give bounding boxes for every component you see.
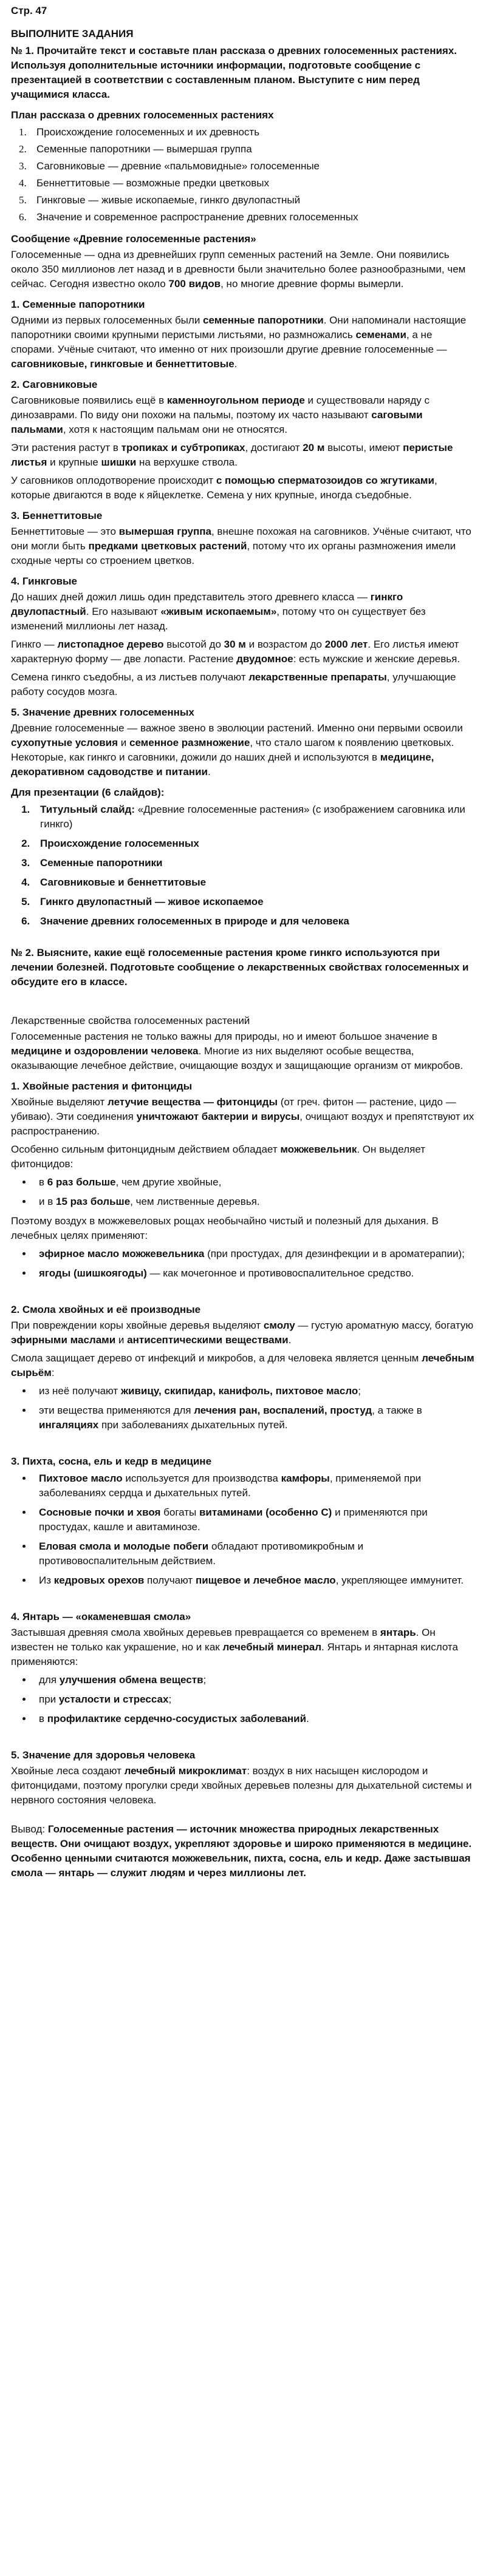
bold-text: можжевельник (280, 1144, 357, 1155)
text-run: . (234, 358, 238, 370)
bold-text: 700 видов (168, 278, 221, 290)
slide-item (33, 802, 475, 832)
bold-text: лекарственные препараты (248, 671, 387, 683)
bold-text: Голосеменные растения — источник множества природных лекарственных веществ. Они очищают воздух, укрепляют здоровье и широко применяются в медицине. Особенно ценными считаются можжевельник, пихта, сосна, ель и кедр. Даже застывшая смола — янтарь — служит людям и через миллионы лет. (11, 1823, 472, 1879)
bold-text: янтарь (380, 1627, 416, 1638)
bold-text: 30 м (224, 639, 246, 650)
bold-text: эфирное масло можжевельника (39, 1248, 205, 1259)
bullet-item (33, 1403, 475, 1432)
text-run: Хвойные выделяют (11, 1096, 108, 1108)
text-run: высоты, имеют (324, 442, 403, 453)
text-run: получают (144, 1574, 196, 1586)
text-run: эти вещества применяются для (39, 1405, 194, 1416)
text-run: . Янтарь и янтарная кислота применяются: (11, 1641, 458, 1667)
text-run: , потому что их органы размножения имели сходные черты со строением цветков. (11, 540, 456, 566)
bold-text: лечебный микроклимат (124, 1765, 247, 1777)
bold-text: летучие вещества — фитонциды (108, 1096, 278, 1108)
m1-paragraph-2 (11, 1142, 475, 1171)
text-run: Голосеменные растения не только важны для природы, но и имеют большое значение в (11, 1031, 437, 1042)
slide-title: Происхождение голосеменных (40, 838, 199, 849)
bold-text: семенные папоротники (203, 314, 324, 326)
text-run: Вывод: (11, 1823, 46, 1835)
slide-description: «Древние голосеменные растения» (с изображением саговника или гинкго) (40, 804, 465, 830)
slide-title: Гинкго двулопастный — живое ископаемое (40, 896, 264, 907)
bullet-item (33, 1247, 475, 1261)
section-heading: ВЫПОЛНИТЕ ЗАДАНИЯ (11, 28, 134, 39)
text-run: высотой до (163, 639, 224, 650)
text-run: для (39, 1674, 60, 1686)
bold-text: каменноугольном периоде (166, 395, 305, 406)
text-run: богаты (160, 1507, 199, 1518)
text-run: . Они напоминали настоящие папоротники своими крупными перистыми листьями, но размножались (11, 314, 467, 341)
bold-text: с помощью сперматозоидов со жгутиками (216, 475, 434, 486)
bold-text: листопадное дерево (57, 639, 164, 650)
med-title: Лекарственные свойства голосеменных растений (11, 1015, 250, 1026)
bold-text: усталости и стрессах (58, 1693, 169, 1705)
text-run: Голосеменные — одна из древнейших групп семенных растений на Земле. Они появились около 350 миллионов лет назад и в древности были значительно более разнообразными, чем сейчас. Сегодня известно около (11, 249, 466, 290)
bullet-item (33, 1573, 475, 1588)
text-run: . Многие из них выделяют особые вещества, оказывающие лечебное действие, очищающие воздух и защищающие организм от микробов. (11, 1045, 464, 1071)
plan-item: 4. Беннеттитовые — возможные предки цветковых (29, 176, 475, 191)
slide-title: Семенные папоротники (40, 857, 163, 869)
text-run: . Он выделяет фитонцидов: (11, 1144, 425, 1170)
slide-item (33, 856, 475, 870)
bold-text: гинкго двулопастный (11, 591, 403, 617)
bold-text: 15 раз больше (55, 1196, 131, 1207)
plan-item: 2. Семенные папоротники — вымершая группа (29, 142, 475, 157)
slide-title: Титульный слайд: (40, 804, 135, 815)
text-run: , применяемой при заболеваниях сердца и дыхательных путей. (39, 1473, 422, 1499)
text-run: Смола защищает дерево от инфекций и микробов, а для человека является ценным (11, 1352, 422, 1364)
page-label: Стр. 47 (11, 5, 47, 16)
bold-text: 2000 лет (324, 639, 368, 650)
text-run: и (118, 737, 129, 748)
s4-paragraph-1 (11, 590, 475, 634)
m1-paragraph-3: Поэтому воздух в можжевеловых рощах необычайно чистый и полезный для дыхания. В лечебных целях применяют: (11, 1215, 439, 1241)
text-run: и применяются при простудах, кашле и авитаминозе. (39, 1507, 428, 1533)
text-run: , потому что он существует без изменений миллионы лет назад. (11, 606, 426, 632)
slide-item (33, 914, 475, 929)
slide-item (33, 895, 475, 909)
text-run: . (288, 1334, 292, 1346)
bold-text: витаминами (особенно С) (199, 1507, 332, 1518)
bold-text: эфирными маслами (11, 1334, 116, 1346)
text-run: Одними из первых голосеменных были (11, 314, 204, 326)
text-run: при заболеваниях дыхательных путей. (98, 1419, 288, 1431)
text-run: в (39, 1176, 47, 1188)
text-run: При повреждении коры хвойные деревья выделяют (11, 1320, 264, 1331)
bold-text: перистые листья (11, 442, 453, 468)
text-run: и существовали наряду с динозаврами. По виду они похожи на пальмы, поэтому их часто называют (11, 395, 430, 421)
text-run: , чем лиственные деревья. (130, 1196, 260, 1207)
text-run: , достигают (245, 442, 303, 453)
m1-bullets-1 (11, 1175, 475, 1209)
text-run: обладают противомикробным и противовоспалительным действием. (39, 1541, 364, 1567)
m2-bullets (11, 1384, 475, 1432)
m1-paragraph-1 (11, 1095, 475, 1139)
s2-title: 2. Саговниковые (11, 379, 98, 390)
text-run: До наших дней дожил лишь один представитель этого древнего класса — (11, 591, 371, 603)
text-run: и в (39, 1196, 56, 1207)
bold-text: Пихтовое масло (39, 1473, 123, 1484)
plan-item: 6. Значение и современное распространение древних голосеменных (29, 210, 475, 225)
plan-title: План рассказа о древних голосеменных растениях (11, 109, 274, 121)
bullet-item (33, 1712, 475, 1726)
s2-paragraph-2 (11, 441, 475, 470)
conclusion (11, 1822, 475, 1880)
m4-title: 4. Янтарь — «окаменевшая смола» (11, 1611, 191, 1622)
bullet-item (33, 1195, 475, 1209)
bold-text: 6 раз больше (47, 1176, 116, 1188)
bold-text: ингаляциях (39, 1419, 99, 1431)
plan-item: 5. Гинкговые — живые ископаемые, гинкго двулопастный (29, 193, 475, 208)
slide-title: Значение древних голосеменных в природе и для человека (40, 915, 349, 927)
bold-text: лечебный минерал (222, 1641, 321, 1653)
text-run: , очищают воздух и препятствуют их распространению. (11, 1111, 474, 1137)
text-run: (от греч. фитон — растение, цидо — убиваю). Эти соединения (11, 1096, 456, 1122)
bold-text: семенами (355, 329, 406, 341)
bold-text: пищевое и лечебное масло (195, 1574, 336, 1586)
text-run: , но многие древние формы вымерли. (221, 278, 404, 290)
bold-text: семенное размножение (129, 737, 250, 748)
s3-paragraph (11, 524, 475, 568)
text-run: : есть мужские и женские деревья. (293, 653, 460, 665)
text-run: , а также в (372, 1405, 422, 1416)
text-run: и крупные (47, 456, 101, 468)
text-run: Саговниковые появились ещё в (11, 395, 167, 406)
bullet-item (33, 1175, 475, 1190)
m5-title: 5. Значение для здоровья человека (11, 1749, 196, 1761)
m1-bullets-2 (11, 1247, 475, 1281)
s1-paragraph (11, 313, 475, 371)
bold-text: лечебным сырьём (11, 1352, 474, 1378)
bold-text: саговыми пальмами (11, 409, 423, 435)
text-run: на верхушке ствола. (136, 456, 238, 468)
text-run: из неё получают (39, 1385, 121, 1397)
bold-text: Сосновые почки и хвоя (39, 1507, 161, 1518)
s4-title: 4. Гинкговые (11, 575, 78, 587)
plan-item: 1. Происхождение голосеменных и их древность (29, 125, 475, 140)
s5-paragraph (11, 721, 475, 779)
text-run: Застывшая древняя смола хвойных деревьев превращается со временем в (11, 1627, 380, 1638)
text-run: и возрастом до (245, 639, 325, 650)
m4-bullets (11, 1673, 475, 1726)
text-run: : (51, 1367, 55, 1378)
text-run: Беннеттитовые — это (11, 526, 119, 537)
text-run: . Его называют (86, 606, 161, 617)
bold-text: саговниковые, гинкговые и беннеттитовые (11, 358, 234, 370)
plan-list (11, 125, 475, 225)
plan-item: 3. Саговниковые — древние «пальмовидные» голосеменные (29, 159, 475, 174)
bold-text: тропиках и субтропиках (121, 442, 245, 453)
text-run: ; (168, 1693, 172, 1705)
m2-title: 2. Смола хвойных и её производные (11, 1304, 201, 1315)
text-run: Эти растения растут в (11, 442, 122, 453)
text-run: — как мочегонное и противовоспалительное средство. (146, 1267, 414, 1279)
bold-text: сухопутные условия (11, 737, 118, 748)
slide-title: Саговниковые и беннеттитовые (40, 876, 207, 888)
bullet-item (33, 1266, 475, 1281)
text-run: . (207, 766, 211, 778)
bold-text: Еловая смола и молодые побеги (39, 1541, 209, 1552)
text-run: . (306, 1713, 309, 1724)
bold-text: кедровых орехов (53, 1574, 145, 1586)
bullet-item (33, 1471, 475, 1500)
bold-text: камфоры (281, 1473, 330, 1484)
slide-item (33, 836, 475, 851)
s2-paragraph-3 (11, 473, 475, 503)
text-run: ; (358, 1385, 361, 1397)
text-run: Из (39, 1574, 54, 1586)
text-run: , а не спорами. Учёные считают, что именно от них произошли другие древние голосеменные — (11, 329, 447, 355)
slides-title: Для презентации (6 слайдов): (11, 787, 165, 798)
text-run: . Он известен не только как украшение, но и как (11, 1627, 436, 1653)
m2-paragraph-2 (11, 1351, 475, 1380)
bullet-item (33, 1384, 475, 1398)
bold-text: лечения ран, воспалений, простуд (194, 1405, 372, 1416)
bullet-item (33, 1673, 475, 1687)
s1-title: 1. Семенные папоротники (11, 299, 145, 310)
text-run: Семена гинкго съедобны, а из листьев получают (11, 671, 249, 683)
text-run: : воздух в них насыщен кислородом и фитонцидами, поэтому прогулки среди хвойных деревьев полезны для дыхательной системы и нервного состояния человека. (11, 1765, 472, 1806)
bold-text: профилактике сердечно-сосудистых заболеваний (47, 1713, 307, 1724)
task-2-text: № 2. Выясните, какие ещё голосеменные растения кроме гинкго используются при лечении болезней. Подготовьте сообщение о лекарственных свойствах голосеменных и обсудите его в классе. (11, 947, 469, 988)
m3-title: 3. Пихта, сосна, ель и кедр в медицине (11, 1456, 212, 1467)
text-run: , внешне похожая на саговников. Учёные считают, что они могли быть (11, 526, 471, 552)
text-run: , что стало шагом к появлению цветковых. Некоторые, как гинкго и саговники, дожили до наших дней и используются в (11, 737, 454, 763)
bold-text: предками цветковых растений (88, 540, 247, 552)
text-run: ; (203, 1674, 207, 1686)
m1-title: 1. Хвойные растения и фитонциды (11, 1080, 193, 1092)
bold-text: медицине, декоративном садоводстве и питании (11, 751, 434, 778)
text-run: , которые двигаются в воде к яйцеклетке. Семена у них крупные, иногда съедобные. (11, 475, 437, 501)
s2-paragraph-1 (11, 393, 475, 437)
bold-text: антисептическими веществами (127, 1334, 289, 1346)
task-1-text: № 1. Прочитайте текст и составьте план рассказа о древних голосеменных растениях. Используя дополнительные источники информации, подготовьте сообщение с презентацией в соответствии с составленным планом. Выступите с ним перед учащимися класса. (11, 45, 457, 100)
bullet-item (33, 1539, 475, 1568)
s4-paragraph-3 (11, 670, 475, 699)
text-run: используется для производства (122, 1473, 281, 1484)
bold-text: смолу (263, 1320, 295, 1331)
med-intro (11, 1029, 475, 1073)
text-run: и (115, 1334, 128, 1346)
bold-text: уничтожают бактерии и вирусы (136, 1111, 300, 1122)
text-run: Древние голосеменные — важное звено в эволюции растений. Именно они первыми освоили (11, 722, 463, 734)
m4-paragraph-1 (11, 1625, 475, 1669)
s3-title: 3. Беннеттитовые (11, 510, 103, 521)
bold-text: «живым ископаемым» (160, 606, 277, 617)
bold-text: живицу, скипидар, канифоль, пихтовое масло (120, 1385, 358, 1397)
text-run: (при простудах, для дезинфекции и в ароматерапии); (204, 1248, 465, 1259)
bold-text: шишки (101, 456, 137, 468)
text-run: в (39, 1713, 47, 1724)
text-run: , улучшающие работу сосудов мозга. (11, 671, 456, 697)
bold-text: медицине и оздоровлении человека (11, 1045, 199, 1057)
slides-list (11, 802, 475, 929)
text-run: — густую ароматную массу, богатую (295, 1320, 474, 1331)
text-run: при (39, 1693, 59, 1705)
s4-paragraph-2 (11, 637, 475, 666)
text-run: Гинкго — (11, 639, 58, 650)
slide-item (33, 875, 475, 890)
bold-text: 20 м (303, 442, 325, 453)
m3-bullets (11, 1471, 475, 1588)
bold-text: вымершая группа (118, 526, 211, 537)
text-run: Хвойные леса создают (11, 1765, 125, 1777)
text-run: Особенно сильным фитонцидным действием обладает (11, 1144, 281, 1155)
bullet-item (33, 1692, 475, 1707)
m2-paragraph-1 (11, 1318, 475, 1347)
bold-text: ягоды (шишкоягоды) (39, 1267, 147, 1279)
text-run: , хотя к настоящим пальмам они не относятся. (63, 424, 288, 435)
text-run: , укрепляющее иммунитет. (335, 1574, 464, 1586)
bold-text: улучшения обмена веществ (59, 1674, 204, 1686)
s5-title: 5. Значение древних голосеменных (11, 707, 194, 718)
text-run: У саговников оплодотворение происходит (11, 475, 216, 486)
text-run: , чем другие хвойные, (115, 1176, 222, 1188)
bullet-item (33, 1505, 475, 1534)
intro-paragraph (11, 248, 475, 291)
m5-paragraph (11, 1764, 475, 1808)
bold-text: двудомное (236, 653, 293, 665)
message-title: Сообщение «Древние голосеменные растения» (11, 233, 256, 245)
text-run: . Его листья имеют характерную форму — две лопасти. Растение (11, 639, 459, 665)
